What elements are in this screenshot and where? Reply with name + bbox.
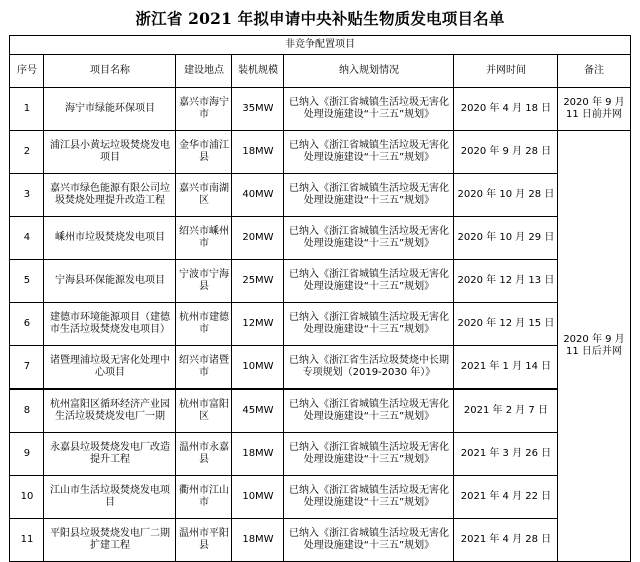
column-header-grid-date: 并网时间 (454, 55, 558, 88)
row-no: 3 (10, 174, 44, 217)
row-grid-date: 2021 年 4 月 22 日 (454, 476, 558, 519)
row-grid-date: 2020 年 10 月 28 日 (454, 174, 558, 217)
row-no: 11 (10, 519, 44, 562)
row-plan: 已纳入《浙江省城镇生活垃圾无害化处理设施建设“十三五”规划》 (284, 260, 454, 303)
row-grid-date: 2020 年 12 月 13 日 (454, 260, 558, 303)
table-row (10, 346, 630, 390)
table-row (10, 217, 630, 260)
row-capacity: 18MW (232, 519, 284, 562)
row-no: 9 (10, 433, 44, 476)
row-location: 衢州市江山市 (176, 476, 232, 519)
table-header-row (10, 55, 630, 88)
row-plan: 已纳入《浙江省城镇生活垃圾无害化处理设施建设“十三五”规划》 (284, 476, 454, 519)
row-capacity: 10MW (232, 476, 284, 519)
row-location: 温州市永嘉县 (176, 433, 232, 476)
row-capacity: 18MW (232, 433, 284, 476)
row-plan: 已纳入《浙江省城镇生活垃圾无害化处理设施建设“十三五”规划》 (284, 303, 454, 346)
row-grid-date: 2020 年 10 月 29 日 (454, 217, 558, 260)
row-no: 5 (10, 260, 44, 303)
row-capacity: 18MW (232, 131, 284, 174)
row-plan: 已纳入《浙江省城镇生活垃圾无害化处理设施建设“十三五”规划》 (284, 174, 454, 217)
table-row (10, 476, 630, 519)
table-row (10, 131, 630, 174)
row-remark: 2020 年 9 月 11 日前并网 (558, 88, 630, 131)
row-capacity: 20MW (232, 217, 284, 260)
row-location: 嘉兴市海宁市 (176, 88, 232, 131)
row-project-name: 永嘉县垃圾焚烧发电厂改造提升工程 (44, 433, 176, 476)
table-row (10, 389, 630, 433)
row-no: 2 (10, 131, 44, 174)
row-no: 6 (10, 303, 44, 346)
row-location: 温州市平阳县 (176, 519, 232, 562)
row-plan: 已纳入《浙江省城镇生活垃圾无害化处理设施建设“十三五”规划》 (284, 433, 454, 476)
row-project-name: 平阳县垃圾焚烧发电厂二期扩建工程 (44, 519, 176, 562)
column-header-capacity: 装机规模 (232, 55, 284, 88)
row-location: 杭州市富阳区 (176, 389, 232, 433)
row-no: 4 (10, 217, 44, 260)
row-location: 嘉兴市南湖区 (176, 174, 232, 217)
row-project-name: 嘉兴市绿色能源有限公司垃圾焚烧处理提升改造工程 (44, 174, 176, 217)
table-row (10, 433, 630, 476)
row-grid-date: 2021 年 2 月 7 日 (454, 389, 558, 433)
section-header-row (10, 36, 630, 55)
row-capacity: 40MW (232, 174, 284, 217)
table-row (10, 174, 630, 217)
row-grid-date: 2021 年 3 月 26 日 (454, 433, 558, 476)
row-plan: 已纳入《浙江省城镇生活垃圾无害化处理设施建设“十三五”规划》 (284, 519, 454, 562)
row-plan: 已纳入《浙江省生活垃圾焚烧中长期专项规划（2019-2030 年）》 (284, 346, 454, 390)
column-header-name: 项目名称 (44, 55, 176, 88)
project-list-table (9, 35, 630, 562)
row-plan: 已纳入《浙江省城镇生活垃圾无害化处理设施建设“十三五”规划》 (284, 217, 454, 260)
row-grid-date: 2020 年 9 月 28 日 (454, 131, 558, 174)
table-row (10, 519, 630, 562)
row-location: 杭州市建德市 (176, 303, 232, 346)
row-location: 金华市浦江县 (176, 131, 232, 174)
row-project-name: 建德市环境能源项目（建德市生活垃圾焚烧发电项目） (44, 303, 176, 346)
row-no: 10 (10, 476, 44, 519)
row-grid-date: 2021 年 1 月 14 日 (454, 346, 558, 390)
section-header-cell: 非竞争配置项目 (10, 36, 630, 55)
row-capacity: 35MW (232, 88, 284, 131)
column-header-no: 序号 (10, 55, 44, 88)
column-header-location: 建设地点 (176, 55, 232, 88)
row-no: 1 (10, 88, 44, 131)
row-capacity: 10MW (232, 346, 284, 390)
row-project-name: 诸暨理浦垃圾无害化处理中心项目 (44, 346, 176, 390)
row-location: 绍兴市诸暨市 (176, 346, 232, 390)
row-location: 宁波市宁海县 (176, 260, 232, 303)
table-row (10, 88, 630, 131)
row-capacity: 45MW (232, 389, 284, 433)
row-no: 8 (10, 389, 44, 433)
table-row (10, 303, 630, 346)
row-plan: 已纳入《浙江省城镇生活垃圾无害化处理设施建设“十三五”规划》 (284, 131, 454, 174)
row-project-name: 浦江县小黄坛垃圾焚烧发电项目 (44, 131, 176, 174)
row-capacity: 12MW (232, 303, 284, 346)
page-title: 浙江省 2021 年拟申请中央补贴生物质发电项目名单 (135, 9, 505, 28)
column-header-remark: 备注 (558, 55, 630, 88)
row-project-name: 宁海县环保能源发电项目 (44, 260, 176, 303)
row-grid-date: 2021 年 4 月 28 日 (454, 519, 558, 562)
row-project-name: 海宁市绿能环保项目 (44, 88, 176, 131)
row-grid-date: 2020 年 4 月 18 日 (454, 88, 558, 131)
row-no: 7 (10, 346, 44, 390)
row-plan: 已纳入《浙江省城镇生活垃圾无害化处理设施建设“十三五”规划》 (284, 389, 454, 433)
row-grid-date: 2020 年 12 月 15 日 (454, 303, 558, 346)
table-row (10, 260, 630, 303)
row-capacity: 25MW (232, 260, 284, 303)
row-plan: 已纳入《浙江省城镇生活垃圾无害化处理设施建设“十三五”规划》 (284, 88, 454, 131)
row-project-name: 杭州富阳区循环经济产业园生活垃圾焚烧发电厂一期 (44, 389, 176, 433)
row-project-name: 嵊州市垃圾焚烧发电项目 (44, 217, 176, 260)
row-project-name: 江山市生活垃圾焚烧发电项目 (44, 476, 176, 519)
row-location: 绍兴市嵊州市 (176, 217, 232, 260)
row-remark-merged: 2020 年 9 月 11 日后并网 (558, 131, 630, 562)
column-header-plan: 纳入规划情况 (284, 55, 454, 88)
